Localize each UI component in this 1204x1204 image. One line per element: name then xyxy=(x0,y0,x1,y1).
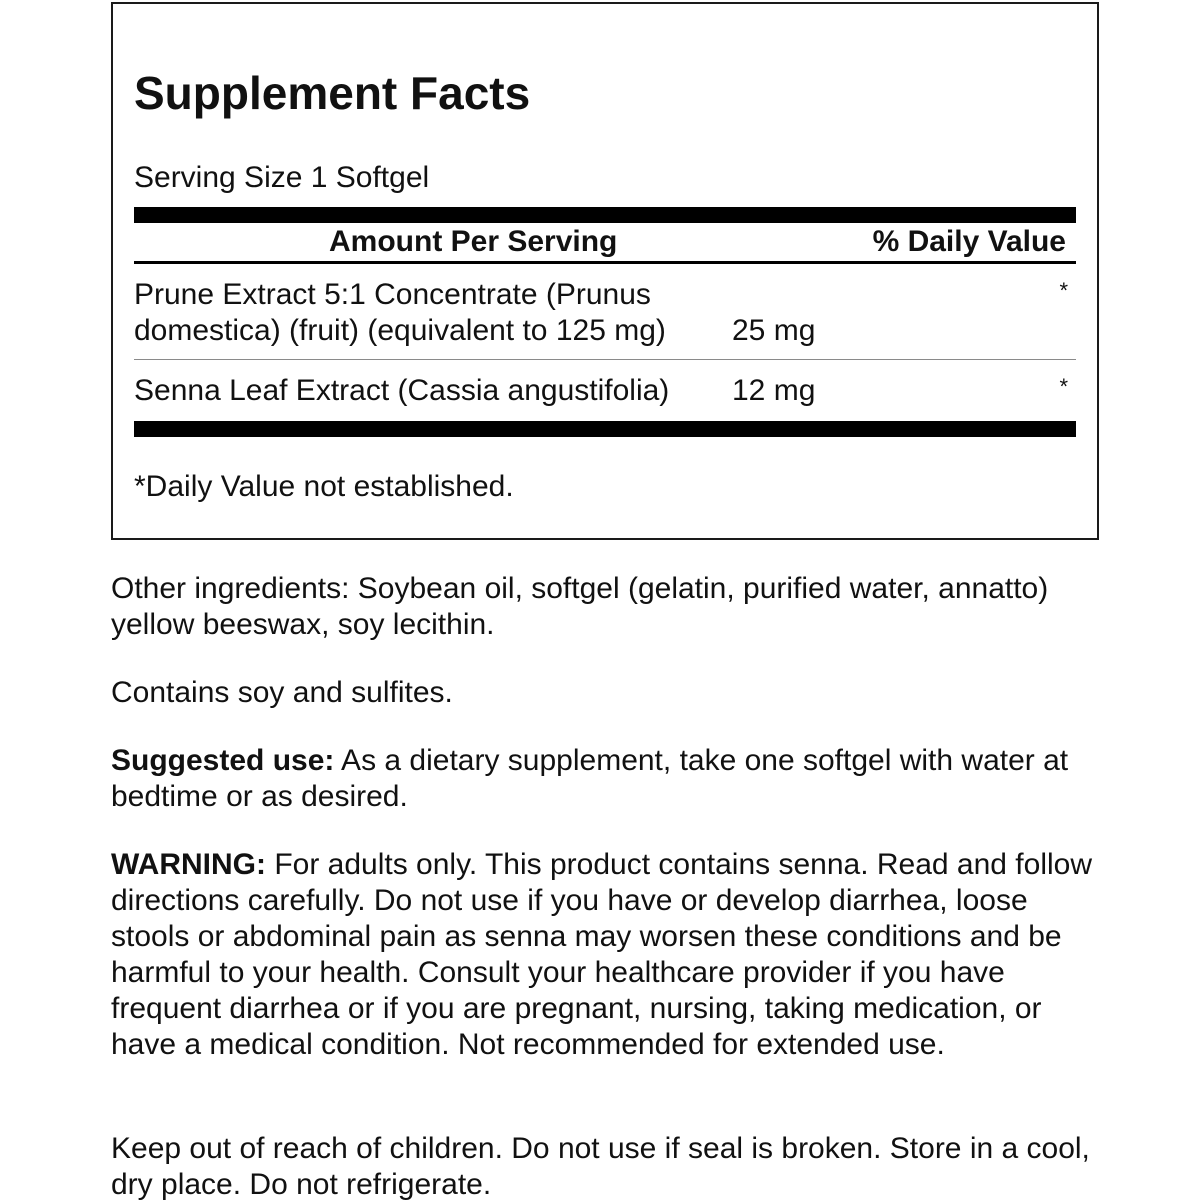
daily-value-footnote: *Daily Value not established. xyxy=(134,470,514,503)
suggested-use-label: Suggested use: xyxy=(111,744,335,777)
daily-value-header: % Daily Value xyxy=(872,225,1066,258)
storage-paragraph: Keep out of reach of children. Do not use if seal is broken. Store in a cool, dry place. Do not refrigerate. xyxy=(111,1132,1090,1201)
ingredient-amount-senna: 12 mg xyxy=(732,374,816,407)
ingredient-name-prune-line1: Prune Extract 5:1 Concentrate (Prunus xyxy=(134,278,651,311)
ingredient-daily-value-prune: * xyxy=(1059,278,1068,303)
suggested-use-text: As a dietary supplement, take one softgel with water at bedtime or as desired. xyxy=(111,744,1069,813)
warning-label: WARNING: xyxy=(111,848,266,881)
allergen-statement: Contains soy and sulfites. xyxy=(111,676,453,709)
ingredient-name-prune-line2: domestica) (fruit) (equivalent to 125 mg) xyxy=(134,314,666,347)
other-ingredients-paragraph: Other ingredients: Soybean oil, softgel (gelatin, purified water, annatto) yellow beeswax, soy lecithin. xyxy=(111,572,1049,641)
top-thick-rule xyxy=(134,207,1076,223)
warning-text: For adults only. This product contains senna. Read and follow directions carefully. Do not use if you have or develop diarrhea, loose stools or abdominal pain as senna may worsen these conditions and be harmful to your health. Consult your healthcare provider if you have frequent diarrhea or if you are pregnant, nursing, taking medication, or have a medical condition. Not recommended for extended use. xyxy=(111,848,1093,1061)
supplement-facts-panel xyxy=(111,2,1099,540)
amount-per-serving-header: Amount Per Serving xyxy=(329,225,618,258)
serving-size: Serving Size 1 Softgel xyxy=(134,161,430,194)
warning-paragraph xyxy=(111,847,1111,1063)
row-divider xyxy=(134,359,1076,360)
facts-title: Supplement Facts xyxy=(134,67,531,119)
bottom-thick-rule xyxy=(134,421,1076,437)
ingredient-amount-prune: 25 mg xyxy=(732,314,816,347)
suggested-use-paragraph xyxy=(111,743,1111,815)
header-rule xyxy=(134,261,1076,264)
ingredient-daily-value-senna: * xyxy=(1059,374,1068,399)
ingredient-name-senna: Senna Leaf Extract (Cassia angustifolia) xyxy=(134,374,670,407)
